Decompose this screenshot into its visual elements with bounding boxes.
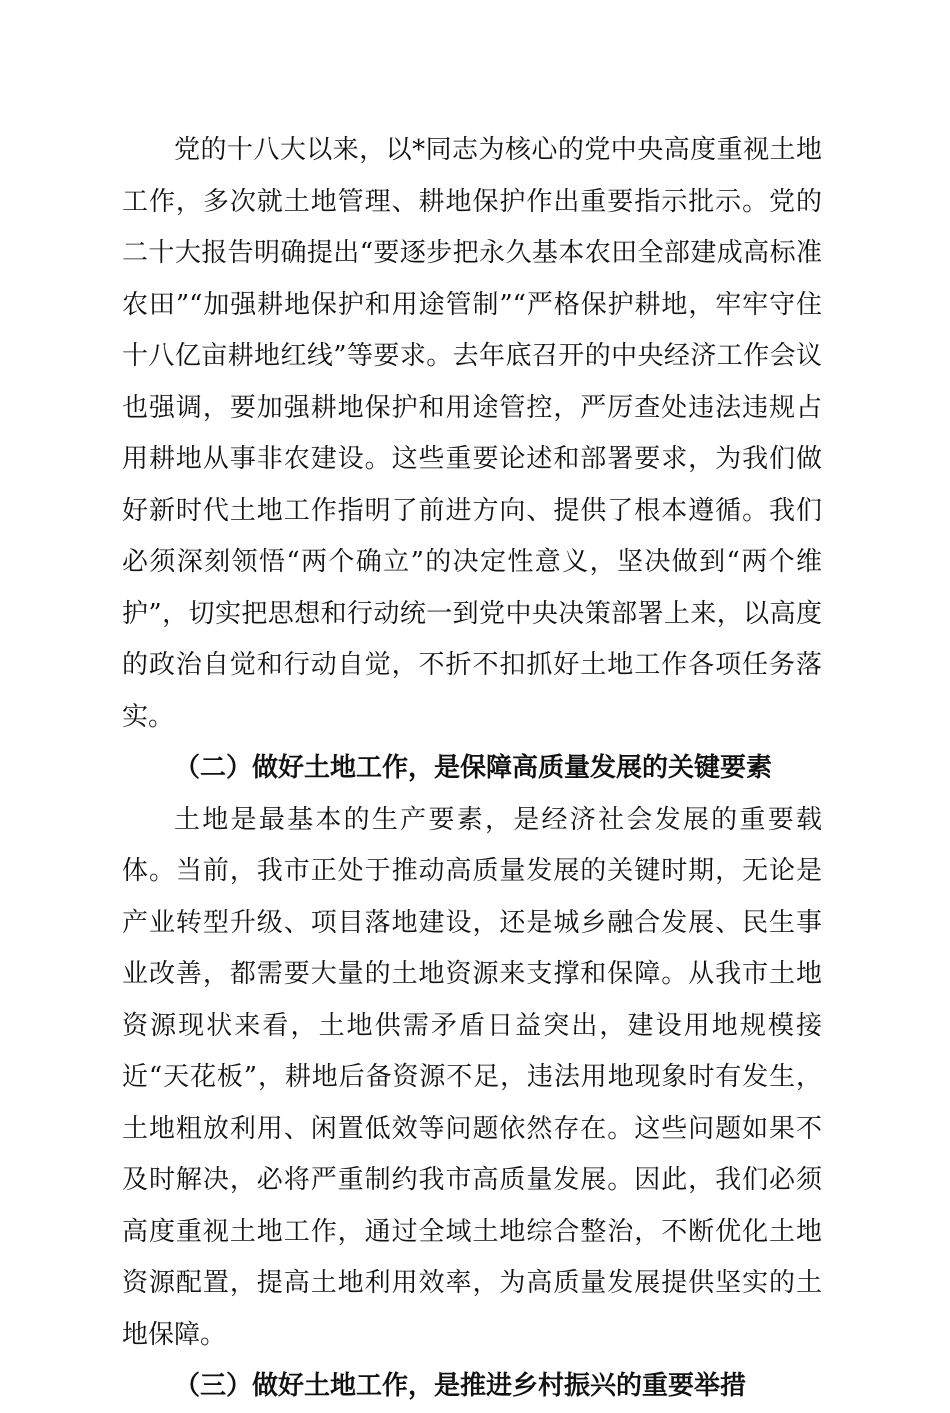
- document-body: [122, 125, 822, 1413]
- body-paragraph: 党的十八大以来，以*同志为核心的党中央高度重视土地工作，多次就土地管理、耕地保护作出重要指示批示。党的二十大报告明确提出“要逐步把永久基本农田全部建成高标准农田”“加强耕地保护和用途管制”“严格保护耕地，牢牢守住十八亿亩耕地红线”等要求。去年底召开的中央经济工作会议也强调，要加强耕地保护和用途管控，严厉查处违法违规占用耕地从事非农建设。这些重要论述和部署要求，为我们做好新时代土地工作指明了前进方向、提供了根本遵循。我们必须深刻领悟“两个确立”的决定性意义，坚决做到“两个维护”，切实把思想和行动统一到党中央决策部署上来，以高度的政治自觉和行动自觉，不折不扣抓好土地工作各项任务落实。: [122, 135, 822, 732]
- section-heading: （二）做好土地工作，是保障高质量发展的关键要素: [174, 753, 773, 783]
- body-paragraph: 土地是最基本的生产要素，是经济社会发展的重要载体。当前，我市正处于推动高质量发展的关键时期，无论是产业转型升级、项目落地建设，还是城乡融合发展、民生事业改善，都需要大量的土地资源来支撑和保障。从我市土地资源现状来看，土地供需矛盾日益突出，建设用地规模接近“天花板”，耕地后备资源不足，违法用地现象时有发生，土地粗放利用、闲置低效等问题依然存在。这些问题如果不及时解决，必将严重制约我市高质量发展。因此，我们必须高度重视土地工作，通过全域土地综合整治，不断优化土地资源配置，提高土地利用效率，为高质量发展提供坚实的土地保障。: [122, 804, 822, 1350]
- section-heading: （三）做好土地工作，是推进乡村振兴的重要举措: [174, 1371, 747, 1401]
